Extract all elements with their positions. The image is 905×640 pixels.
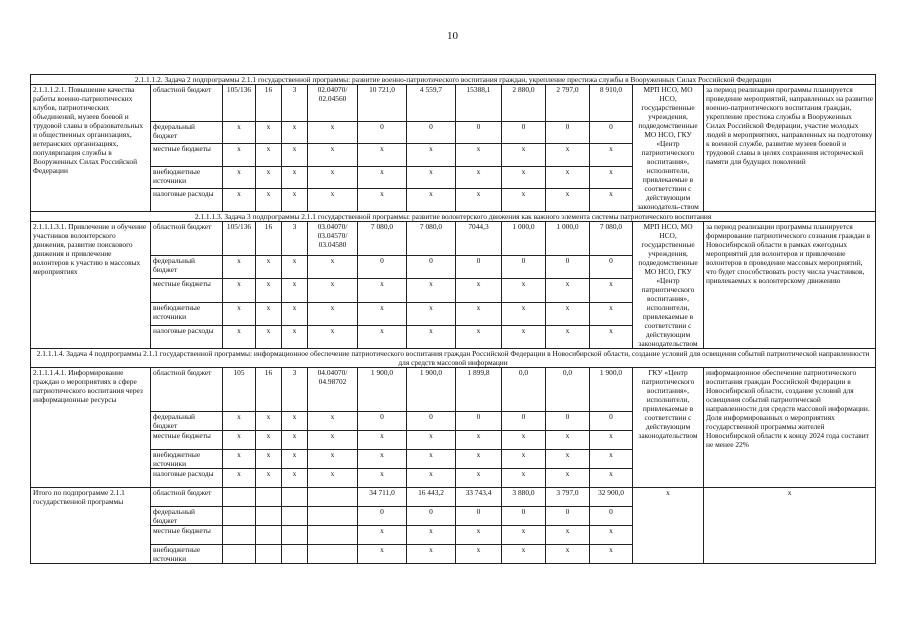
funding-source: внебюджетные источники (151, 450, 223, 469)
value-rz: 16 (256, 222, 282, 256)
value-y1: 7 080,0 (407, 222, 456, 256)
value-y5: x (590, 325, 633, 348)
value-grbs: x (223, 469, 256, 488)
funding-source: областной бюджет (151, 85, 223, 122)
value-rz (256, 488, 282, 507)
value-y4: x (546, 189, 590, 212)
value-y1: x (407, 279, 456, 302)
value-pr: x (282, 302, 308, 325)
value-y4: 0 (546, 507, 590, 526)
value-y2: x (456, 189, 502, 212)
value-total: x (358, 166, 407, 189)
value-rz: x (256, 431, 282, 450)
value-y2: x (456, 526, 502, 545)
budget-table (30, 74, 876, 564)
value-y3: x (502, 166, 546, 189)
value-csr: 02.04070/ 02.04560 (308, 85, 358, 122)
funding-source: налоговые расходы (151, 189, 223, 212)
funding-source: областной бюджет (151, 488, 223, 507)
value-y3: x (502, 469, 546, 488)
value-pr: x (282, 325, 308, 348)
value-pr: x (282, 189, 308, 212)
value-y2: 1 899,8 (456, 368, 502, 412)
value-y5: 7 080,0 (590, 222, 633, 256)
value-y2: 7044,3 (456, 222, 502, 256)
expected-result: за период реализации программы планируется проведение мероприятий, направленных на развитие военно-патриотического воспитания граждан, укрепление престижа службы в Вооруженных Силах Российской Федерации, участие молодых людей в мероприятиях, направленных на подготовку к военной службе, развитие музеев боевой и трудовой славы в целях сохранения исторической памяти для будущих поколений (704, 85, 876, 212)
value-y1: 16 443,2 (407, 488, 456, 507)
value-grbs: 105/136 (223, 222, 256, 256)
value-y3: 1 000,0 (502, 222, 546, 256)
value-rz (256, 545, 282, 564)
value-rz: x (256, 166, 282, 189)
value-rz: x (256, 256, 282, 279)
value-y4: x (546, 450, 590, 469)
funding-source: областной бюджет (151, 368, 223, 412)
value-y2: x (456, 469, 502, 488)
value-y2: 15388,1 (456, 85, 502, 122)
value-rz (256, 507, 282, 526)
value-csr: x (308, 469, 358, 488)
total-row (31, 488, 876, 507)
value-y5: x (590, 526, 633, 545)
value-total: x (358, 302, 407, 325)
value-y3: x (502, 431, 546, 450)
funding-source: местные бюджеты (151, 279, 223, 302)
funding-source: областной бюджет (151, 222, 223, 256)
section-header-row (31, 349, 876, 368)
value-grbs: 105/136 (223, 85, 256, 122)
value-rz: x (256, 325, 282, 348)
value-grbs: x (223, 279, 256, 302)
value-pr: x (282, 431, 308, 450)
value-pr: x (282, 412, 308, 431)
value-y3: 0,0 (502, 368, 546, 412)
value-y1: 0 (407, 412, 456, 431)
value-y1: 1 900,0 (407, 368, 456, 412)
value-rz: x (256, 121, 282, 144)
executor: МРП НСО, МО НСО, государственные учреждения, подведомственные МО НСО, ГКУ «Центр патриотического воспитания», исполнители, привлекаемые в соответствии с действующим законодатель-ством (633, 85, 704, 212)
value-y5: 0 (590, 256, 633, 279)
value-y2: x (456, 431, 502, 450)
value-y4: 0 (546, 256, 590, 279)
table-row (31, 85, 876, 122)
value-grbs: x (223, 166, 256, 189)
value-y5: x (590, 166, 633, 189)
value-rz: x (256, 450, 282, 469)
value-y5: x (590, 302, 633, 325)
value-y1: x (407, 450, 456, 469)
value-y5: 8 910,0 (590, 85, 633, 122)
value-y1: x (407, 545, 456, 564)
value-csr: x (308, 412, 358, 431)
section-header-row (31, 212, 876, 222)
value-y1: 4 559,7 (407, 85, 456, 122)
value-grbs: x (223, 144, 256, 167)
section-header: 2.1.1.1.2. Задача 2 подпрограммы 2.1.1 государственной программы: развитие военно-патриотического воспитания граждан, укрепление престижа службы в Вооруженных Силах Российской Федерации (31, 75, 876, 85)
value-pr: x (282, 279, 308, 302)
value-y3: 0 (502, 507, 546, 526)
value-y3: 0 (502, 412, 546, 431)
value-pr: x (282, 450, 308, 469)
value-total: x (358, 526, 407, 545)
value-grbs: 105 (223, 368, 256, 412)
executor: МРП НСО, МО НСО, государственные учреждения, подведомственные МО НСО, ГКУ «Центр патриотического воспитания», исполнители, привлекаемые в соответствии с действующим законодательством (633, 222, 704, 349)
value-rz: 16 (256, 368, 282, 412)
value-y4: x (546, 144, 590, 167)
table-body (31, 75, 876, 564)
value-csr: x (308, 121, 358, 144)
value-total: 0 (358, 412, 407, 431)
value-rz: x (256, 279, 282, 302)
value-y2: x (456, 325, 502, 348)
value-pr: 3 (282, 222, 308, 256)
value-y5: 0 (590, 412, 633, 431)
value-total: x (358, 545, 407, 564)
value-y1: x (407, 431, 456, 450)
activity-name: 2.1.1.1.3.1. Привлечение и обучение участников волонтерского движения, развитие поискового движения и привлечение волонтеров к участию в массовых мероприятиях (31, 222, 151, 349)
value-csr (308, 488, 358, 507)
value-rz: x (256, 469, 282, 488)
value-y1: x (407, 526, 456, 545)
value-y4: 0 (546, 412, 590, 431)
value-y3: 0 (502, 121, 546, 144)
value-y4: x (546, 166, 590, 189)
funding-source: федеральный бюджет (151, 412, 223, 431)
value-y2: 33 743,4 (456, 488, 502, 507)
value-y5: x (590, 189, 633, 212)
value-grbs (223, 488, 256, 507)
value-y3: x (502, 302, 546, 325)
value-y4: 0 (546, 121, 590, 144)
value-y1: x (407, 325, 456, 348)
value-rz: 16 (256, 85, 282, 122)
section-header: 2.1.1.1.4. Задача 4 подпрограммы 2.1.1 государственной программы: информационное обеспечение патриотического воспитания граждан Российской Федерации в Новосибирской области, создание условий для освещения событий патриотической направленности для средств массовой информации (31, 349, 876, 368)
value-y1: x (407, 189, 456, 212)
value-y3: 0 (502, 256, 546, 279)
value-csr: 03.04070/ 03.04570/ 03.04580 (308, 222, 358, 256)
value-total: x (358, 431, 407, 450)
value-pr (282, 488, 308, 507)
value-grbs (223, 545, 256, 564)
value-total: x (358, 189, 407, 212)
value-y5: x (590, 545, 633, 564)
funding-source: федеральный бюджет (151, 121, 223, 144)
value-total: 0 (358, 256, 407, 279)
value-y5: 1 900,0 (590, 368, 633, 412)
value-pr: 3 (282, 368, 308, 412)
value-csr: x (308, 189, 358, 212)
value-y1: 0 (407, 256, 456, 279)
value-csr (308, 526, 358, 545)
value-grbs: x (223, 121, 256, 144)
value-csr: x (308, 279, 358, 302)
value-y1: x (407, 166, 456, 189)
value-y3: x (502, 189, 546, 212)
value-pr: x (282, 144, 308, 167)
value-y4: x (546, 431, 590, 450)
value-y4: 2 797,0 (546, 85, 590, 122)
value-pr: x (282, 256, 308, 279)
value-y4: 1 000,0 (546, 222, 590, 256)
value-y2: x (456, 545, 502, 564)
value-csr: x (308, 325, 358, 348)
value-total: 1 900,0 (358, 368, 407, 412)
value-y1: 0 (407, 507, 456, 526)
section-header-row (31, 75, 876, 85)
value-total: 10 721,0 (358, 85, 407, 122)
total-name: Итого по подпрограмме 2.1.1 государственной программы (31, 488, 151, 564)
value-grbs: x (223, 412, 256, 431)
value-y2: 0 (456, 412, 502, 431)
value-pr (282, 526, 308, 545)
table-row (31, 368, 876, 412)
value-y2: 0 (456, 507, 502, 526)
value-y2: x (456, 302, 502, 325)
value-y4: x (546, 469, 590, 488)
value-y2: x (456, 144, 502, 167)
expected-result: x (704, 488, 876, 564)
value-rz: x (256, 302, 282, 325)
value-y3: x (502, 450, 546, 469)
value-y4: x (546, 279, 590, 302)
value-y2: 0 (456, 256, 502, 279)
value-y5: x (590, 450, 633, 469)
value-pr (282, 507, 308, 526)
value-y3: x (502, 279, 546, 302)
value-total: x (358, 469, 407, 488)
value-grbs: x (223, 450, 256, 469)
value-y3: 3 880,0 (502, 488, 546, 507)
value-y1: x (407, 469, 456, 488)
funding-source: местные бюджеты (151, 431, 223, 450)
value-csr: x (308, 256, 358, 279)
value-y5: 0 (590, 121, 633, 144)
value-y5: x (590, 144, 633, 167)
value-y5: 32 900,0 (590, 488, 633, 507)
value-y2: x (456, 450, 502, 469)
value-grbs: x (223, 431, 256, 450)
value-total: 34 711,0 (358, 488, 407, 507)
value-csr (308, 545, 358, 564)
value-total: 0 (358, 507, 407, 526)
value-y4: x (546, 302, 590, 325)
value-total: x (358, 450, 407, 469)
value-total: 7 080,0 (358, 222, 407, 256)
funding-source: налоговые расходы (151, 325, 223, 348)
funding-source: местные бюджеты (151, 144, 223, 167)
value-pr (282, 545, 308, 564)
value-y1: x (407, 144, 456, 167)
value-rz: x (256, 189, 282, 212)
value-y3: x (502, 325, 546, 348)
value-total: x (358, 325, 407, 348)
value-grbs (223, 526, 256, 545)
value-grbs: x (223, 325, 256, 348)
value-csr: x (308, 302, 358, 325)
value-y1: 0 (407, 121, 456, 144)
value-grbs: x (223, 302, 256, 325)
activity-name: 2.1.1.1.2.1. Повышение качества работы военно-патриотических клубов, патриотических объединений, музеев боевой и трудовой славы в образовательных и общественных организациях, ветеранских организациях, популяризация службы в Вооруженных Силах Российской Федерации (31, 85, 151, 212)
value-pr: 3 (282, 85, 308, 122)
value-total: x (358, 144, 407, 167)
value-y5: 0 (590, 507, 633, 526)
value-y5: x (590, 431, 633, 450)
value-grbs: x (223, 256, 256, 279)
value-y2: 0 (456, 121, 502, 144)
funding-source: местные бюджеты (151, 526, 223, 545)
funding-source: внебюджетные источники (151, 545, 223, 564)
value-rz: x (256, 144, 282, 167)
value-y4: 3 797,0 (546, 488, 590, 507)
value-y5: x (590, 469, 633, 488)
expected-result: информационное обеспечение патриотического воспитания граждан Российской Федерации в Новосибирской области, создание условий для освещения событий патриотической направленности для средств массовой информации. Доля информированных о мероприятиях государственной программы жителей Новосибирской области к концу 2024 года составит не менее 22% (704, 368, 876, 488)
value-rz: x (256, 412, 282, 431)
value-y1: x (407, 302, 456, 325)
table-row (31, 222, 876, 256)
value-csr (308, 507, 358, 526)
value-y4: x (546, 545, 590, 564)
value-y3: x (502, 545, 546, 564)
funding-source: внебюджетные источники (151, 302, 223, 325)
value-grbs (223, 507, 256, 526)
value-csr: x (308, 166, 358, 189)
value-total: x (358, 279, 407, 302)
value-grbs: x (223, 189, 256, 212)
value-y2: x (456, 279, 502, 302)
executor: ГКУ «Центр патриотического воспитания», исполнители, привлекаемые в соответствии с действующим законодательством (633, 368, 704, 488)
value-pr: x (282, 469, 308, 488)
value-y2: x (456, 166, 502, 189)
value-rz (256, 526, 282, 545)
value-y5: x (590, 279, 633, 302)
value-csr: 04.04070/ 04.98702 (308, 368, 358, 412)
value-y4: x (546, 325, 590, 348)
funding-source: федеральный бюджет (151, 507, 223, 526)
funding-source: федеральный бюджет (151, 256, 223, 279)
value-y3: 2 880,0 (502, 85, 546, 122)
value-y3: x (502, 526, 546, 545)
funding-source: внебюджетные источники (151, 166, 223, 189)
value-total: 0 (358, 121, 407, 144)
value-pr: x (282, 166, 308, 189)
expected-result: за период реализации программы планируется формирование патриотического сознания граждан в Новосибирской области в рамках ежегодных мероприятий для волонтеров и привлечение волонтеров в проведение массовых мероприятий, что будет способствовать росту числа участников, привлекаемых к волонтерскому движению (704, 222, 876, 349)
value-csr: x (308, 144, 358, 167)
value-csr: x (308, 450, 358, 469)
value-pr: x (282, 121, 308, 144)
activity-name: 2.1.1.1.4.1. Информирование граждан о мероприятиях в сфере патриотического воспитания через информационные ресурсы (31, 368, 151, 488)
value-y4: 0,0 (546, 368, 590, 412)
value-y4: x (546, 526, 590, 545)
value-csr: x (308, 431, 358, 450)
page-number: 10 (447, 30, 458, 42)
value-y3: x (502, 144, 546, 167)
funding-source: налоговые расходы (151, 469, 223, 488)
executor: x (633, 488, 704, 564)
section-header: 2.1.1.1.3. Задача 3 подпрограммы 2.1.1 государственной программы: развитие волонтерского движения как важного элемента системы патриотического воспитания (31, 212, 876, 222)
